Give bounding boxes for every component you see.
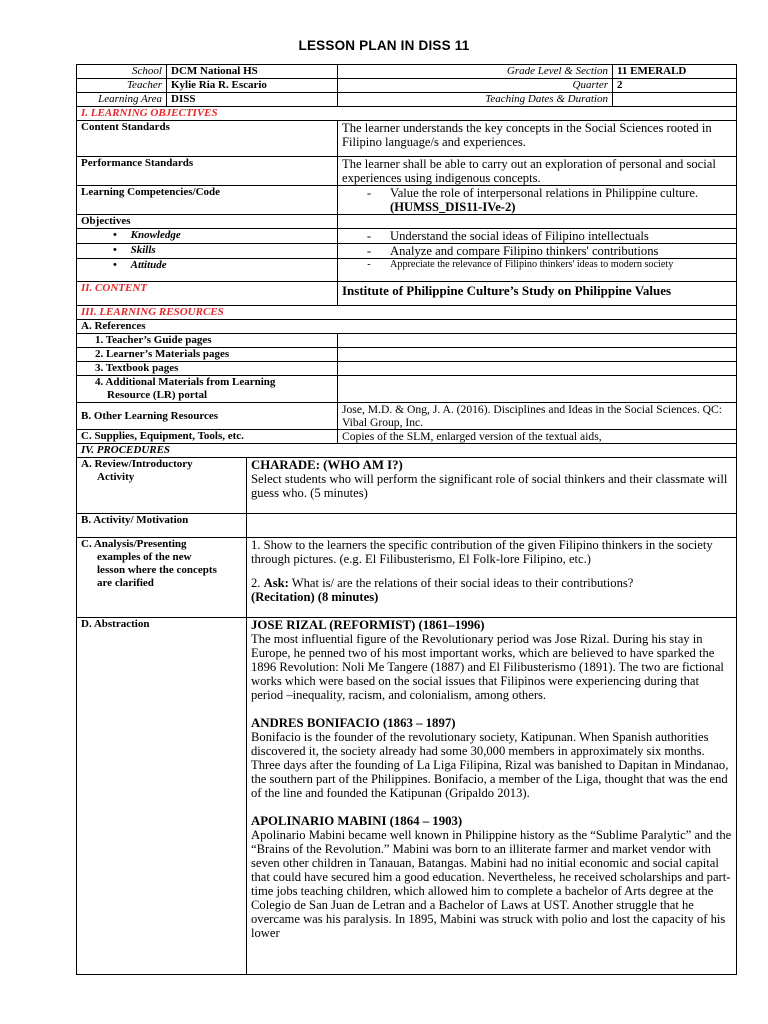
ask-label: Ask: — [263, 576, 289, 590]
bonifacio-text: Bonifacio is the founder of the revolutionary society, Katipunan. When Spanish authorities discovered it, the society already had some 30,000 members in approximately six months. Three days after the founding of La Liga Filipina, Rizal was banished to Dapitan in Mindanao, the southern part of the Philippines. Bonifacio, a member of the Liga, thought that was the end of the line and founded the Katipunan (Gripaldo 2013). — [251, 730, 729, 800]
section-learning-resources: III. LEARNING RESOURCES — [77, 306, 737, 320]
attitude-row: - Appreciate the relevance of Filipino thinkers' ideas to modern society — [338, 259, 737, 282]
content-standards-label: Content Standards — [77, 121, 338, 157]
rizal-text: The most influential figure of the Revolutionary period was Jose Rizal. During his stay in Europe, he penned two of his most important works, which are believed to have sparked the 1896 Revolution: Noli Me Tangere (1887) and El Filibusterismo (1891). The two are fictional works which were based on the social issues that Filipinos were experiencing during that period –inequality, racism, and colonialism, among others. — [251, 632, 724, 702]
section-learning-objectives: I. LEARNING OBJECTIVES — [77, 107, 737, 121]
teachers-guide-label: 1. Teacher’s Guide pages — [77, 334, 338, 348]
review-label-line2: Activity — [97, 471, 135, 483]
motivation-label: B. Activity/ Motivation — [77, 514, 247, 538]
lr-portal-line2: Resource (LR) portal — [107, 389, 207, 401]
analysis-label-line4: are clarified — [97, 577, 154, 589]
section-content: II. CONTENT — [77, 282, 338, 306]
knowledge-text: Understand the social ideas of Filipino intellectuals — [390, 229, 649, 243]
analysis-label-line2: examples of the new — [97, 551, 192, 563]
dates-label: Teaching Dates & Duration — [338, 93, 613, 107]
other-resources-label: B. Other Learning Resources — [77, 403, 338, 430]
analysis-text-1: 1. Show to the learners the specific contribution of the given Filipino thinkers in the society through pictures. (e.g. El Filibusterismo, El Folk-lore Filipino, etc.) — [251, 538, 713, 566]
competencies-label: Learning Competencies/Code — [77, 186, 338, 215]
rizal-title: JOSE RIZAL (REFORMIST) (1861–1996) — [251, 618, 485, 632]
objectives-empty — [338, 215, 737, 229]
knowledge-row: - Understand the social ideas of Filipino intellectuals — [338, 229, 737, 244]
analysis-cell — [247, 538, 737, 618]
review-label — [77, 458, 247, 514]
skills-cell: • Skills — [77, 244, 338, 259]
area-value: DISS — [167, 93, 338, 107]
school-value: DCM National HS — [167, 65, 338, 79]
attitude-text: Appreciate the relevance of Filipino thinkers' ideas to modern society — [390, 259, 674, 270]
grade-label: Grade Level & Section — [338, 65, 613, 79]
skills-label: Skills — [130, 244, 156, 256]
attitude-label: Attitude — [130, 259, 167, 271]
quarter-value: 2 — [613, 79, 737, 93]
mabini-text: Apolinario Mabini became well known in Philippine history as the “Sublime Paralytic” and the “Brains of the Revolution.” Mabini was born to an illiterate farmer and market vendor with seven other children in Tanauan, Batangas. Mabini had no initial economic and social capital that could have secured him a good education. Nevertheless, he received scholarships and part-time jobs teaching children, which allowed him to complete a bachelor of Arts degree at the Colegio de San Juan de Letran and a Bachelor of Laws at UST. Another struggle that he overcame was his paralysis. In 1895, Mabini was struck with polio and lost the capacity of his lower — [251, 828, 732, 940]
teacher-label: Teacher — [77, 79, 167, 93]
teacher-value: Kylie Ria R. Escario — [167, 79, 338, 93]
objectives-label: Objectives — [77, 215, 338, 229]
area-label: Learning Area — [77, 93, 167, 107]
attitude-cell: • Attitude — [77, 259, 338, 282]
competency-code: (HUMSS_DIS11-IVe-2) — [390, 200, 516, 214]
skills-row: - Analyze and compare Filipino thinkers' contributions — [338, 244, 737, 259]
charade-text: Select students who will perform the significant role of social thinkers and their classmate will guess who. (5 minutes) — [251, 472, 728, 500]
competencies-cell: - Value the role of interpersonal relations in Philippine culture. (HUMSS_DIS11-IVe-2) — [338, 186, 737, 215]
dates-value — [613, 93, 737, 107]
textbook-label: 3. Textbook pages — [77, 362, 338, 376]
lr-portal-line1: 4. Additional Materials from Learning — [95, 376, 276, 388]
content-text: Institute of Philippine Culture’s Study on Philippine Values — [338, 282, 737, 306]
charade-title: CHARADE: (WHO AM I?) — [251, 458, 403, 472]
competency-text: Value the role of interpersonal relations in Philippine culture. — [390, 186, 699, 200]
knowledge-cell: • Knowledge — [77, 229, 338, 244]
lr-portal-label — [77, 376, 338, 403]
school-label: School — [77, 65, 167, 79]
ask-text: What is/ are the relations of their social ideas to their contributions? — [288, 576, 634, 590]
review-cell — [247, 458, 737, 514]
analysis-text-2 — [251, 576, 732, 590]
grade-value: 11 EMERALD — [613, 65, 737, 79]
quarter-label: Quarter — [338, 79, 613, 93]
lr-portal-value — [338, 376, 737, 403]
content-standards-text: The learner understands the key concepts in the Social Sciences rooted in Filipino language/s and experiences. — [338, 121, 737, 157]
learners-materials-label: 2. Learner’s Materials pages — [77, 348, 338, 362]
recitation-text: (Recitation) (8 minutes) — [251, 590, 379, 604]
supplies-label: C. Supplies, Equipment, Tools, etc. — [77, 430, 338, 444]
performance-standards-label: Performance Standards — [77, 157, 338, 186]
section-procedures: IV. PROCEDURES — [77, 444, 737, 458]
abstraction-label: D. Abstraction — [77, 618, 247, 975]
analysis-label-line1: C. Analysis/Presenting — [81, 538, 187, 550]
other-resources-text: Jose, M.D. & Ong, J. A. (2016). Disciplines and Ideas in the Social Sciences. QC: Vibal Group, Inc. — [338, 403, 737, 430]
review-label-line1: A. Review/Introductory — [81, 458, 193, 470]
performance-standards-text: The learner shall be able to carry out an exploration of personal and social experiences using indigenous concepts. — [338, 157, 737, 186]
analysis-label-line3: lesson where the concepts — [97, 564, 217, 576]
learners-materials-value — [338, 348, 737, 362]
references-label: A. References — [77, 320, 737, 334]
lesson-plan-table — [76, 64, 737, 975]
knowledge-label: Knowledge — [130, 229, 181, 241]
motivation-value — [247, 514, 737, 538]
teachers-guide-value — [338, 334, 737, 348]
analysis-label — [77, 538, 247, 618]
supplies-text: Copies of the SLM, enlarged version of the textual aids, — [338, 430, 737, 444]
bonifacio-title: ANDRES BONIFACIO (1863 – 1897) — [251, 716, 456, 730]
abstraction-cell — [247, 618, 737, 975]
mabini-title: APOLINARIO MABINI (1864 – 1903) — [251, 814, 463, 828]
analysis-num: 2. — [251, 576, 264, 590]
textbook-value — [338, 362, 737, 376]
page-title: LESSON PLAN IN DISS 11 — [298, 38, 470, 53]
skills-text: Analyze and compare Filipino thinkers' contributions — [390, 244, 659, 258]
